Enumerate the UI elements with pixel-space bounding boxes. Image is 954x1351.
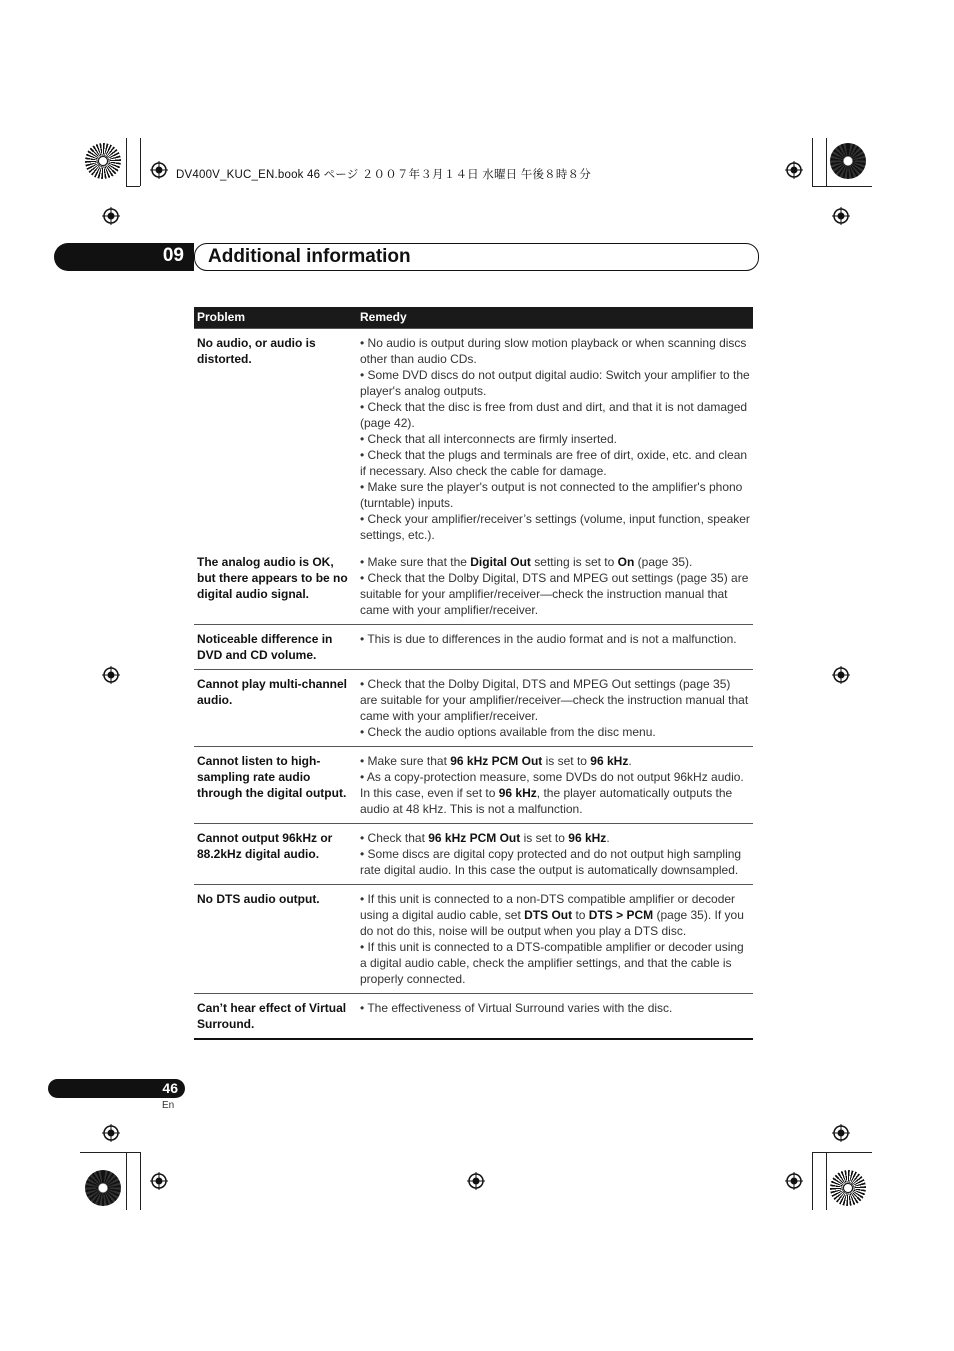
table-row	[194, 994, 753, 1040]
registration-mark-icon	[102, 1124, 120, 1142]
problem-cell: Noticeable difference in DVD and CD volume.	[194, 625, 357, 670]
crop-line	[812, 1152, 813, 1210]
remedy-text: • Check that the Dolby Digital, DTS and MPEG out settings (page 35) are suitable for your amplifier/receiver—check the instruction manual that came with your amplifier/receiver.	[360, 571, 749, 617]
problem-cell: Cannot play multi-channel audio.	[194, 670, 357, 747]
remedy-cell	[357, 625, 753, 670]
column-header-remedy: Remedy	[357, 307, 753, 329]
registration-mark-icon	[102, 207, 120, 225]
table-row	[194, 747, 753, 824]
remedy-text: (page 35). If you do not do this, noise will be output when you play a DTS disc.	[360, 908, 744, 938]
remedy-item	[360, 335, 750, 367]
remedy-text: • Check that	[360, 831, 429, 845]
language-code: En	[162, 1100, 175, 1111]
registration-mark-icon	[785, 161, 803, 179]
remedy-item	[360, 724, 750, 740]
remedy-item	[360, 676, 750, 724]
remedy-item	[360, 846, 750, 878]
table-row	[194, 670, 753, 747]
problem-cell: Cannot listen to high-sampling rate audio through the digital output.	[194, 747, 357, 824]
remedy-text: .	[628, 754, 632, 768]
registration-mark-icon	[467, 1172, 485, 1190]
remedy-text: is set to	[542, 754, 591, 768]
chapter-number: 09	[162, 245, 184, 266]
remedy-text: • Check the audio options available from the disc menu.	[360, 725, 656, 739]
crop-line	[126, 1152, 127, 1210]
registration-mark-icon	[150, 161, 168, 179]
remedy-item	[360, 431, 750, 447]
remedy-text: • If this unit is connected to a non-DTS compatible amplifier or decoder using a digital audio cable, set	[360, 892, 736, 922]
registration-mark-icon	[832, 207, 850, 225]
table-row	[194, 885, 753, 994]
remedy-text: • The effectiveness of Virtual Surround varies with the disc.	[360, 1001, 673, 1015]
sunburst-mark-bottom-right	[830, 1170, 866, 1206]
crop-line	[826, 1152, 827, 1210]
remedy-item	[360, 570, 750, 618]
remedy-text: • Make sure that	[360, 754, 451, 768]
setting-name: 96 kHz PCM Out	[428, 831, 521, 845]
chapter-number-badge	[54, 243, 194, 271]
remedy-text: , the player automatically outputs the audio at 48 kHz. This is not a malfunction.	[360, 786, 733, 816]
remedy-item	[360, 753, 750, 769]
crop-line	[812, 138, 813, 186]
remedy-text: • Check that the plugs and terminals are free of dirt, oxide, etc. and clean if necessary. Also check the cable for damage.	[360, 448, 748, 478]
remedy-text: • Check that the disc is free from dust and dirt, and that it is not damaged (page 42).	[360, 400, 748, 430]
column-header-problem: Problem	[194, 307, 357, 329]
setting-name: 96 kHz PCM Out	[450, 754, 543, 768]
setting-name: Digital Out	[470, 555, 531, 569]
chapter-title: Additional information	[208, 246, 411, 267]
remedy-text: • As a copy-protection measure, some DVDs do not output 96kHz audio. In this case, even if set to	[360, 770, 744, 800]
remedy-item	[360, 554, 750, 570]
page-number: 46	[162, 1080, 178, 1096]
crop-line	[140, 138, 141, 186]
remedy-text: • Make sure that the	[360, 555, 471, 569]
remedy-cell	[357, 549, 753, 625]
remedy-text: • Check that all interconnects are firmly inserted.	[360, 432, 617, 446]
problem-cell: No DTS audio output.	[194, 885, 357, 994]
print-mark-text: DV400V_KUC_EN.book 46 ページ ２００７年３月１４日 水曜日 午後８時８分	[176, 169, 591, 181]
table-row	[194, 625, 753, 670]
registration-mark-icon	[102, 666, 120, 684]
registration-mark-icon	[832, 1124, 850, 1142]
troubleshooting-table	[194, 307, 753, 1040]
remedy-item	[360, 1000, 750, 1016]
remedy-item	[360, 447, 750, 479]
problem-cell: The analog audio is OK, but there appears to be no digital audio signal.	[197, 555, 348, 601]
setting-name: DTS > PCM	[588, 908, 654, 922]
remedy-text: • This is due to differences in the audio format and is not a malfunction.	[360, 632, 737, 646]
remedy-text: .	[606, 831, 610, 845]
crop-line	[126, 138, 127, 186]
sunburst-mark-bottom-left	[85, 1170, 121, 1206]
remedy-text: (page 35).	[634, 555, 693, 569]
registration-mark-icon	[785, 1172, 803, 1190]
crop-line	[826, 138, 827, 186]
registration-mark-icon	[150, 1172, 168, 1190]
remedy-item	[360, 891, 750, 939]
remedy-item	[360, 631, 750, 647]
crop-line	[140, 1152, 141, 1210]
remedy-text: is set to	[520, 831, 569, 845]
remedy-cell	[357, 747, 753, 824]
registration-mark-icon	[832, 666, 850, 684]
remedy-text: • Some discs are digital copy protected and do not output high sampling rate digital audio. In this case the output is automatically downsampled.	[360, 847, 742, 877]
remedy-text: • Some DVD discs do not output digital audio: Switch your amplifier to the player's analog outputs.	[360, 368, 750, 398]
table-row	[194, 329, 753, 550]
table-header-row	[194, 307, 753, 329]
remedy-item	[360, 511, 750, 543]
crop-line	[812, 186, 872, 187]
remedy-cell	[357, 994, 753, 1040]
remedy-cell	[357, 329, 753, 550]
remedy-text: • Check that the Dolby Digital, DTS and MPEG Out settings (page 35) are suitable for your amplifier/receiver—check the instruction manual that came with your amplifier/receiver.	[360, 677, 749, 723]
remedy-item	[360, 367, 750, 399]
problem-cell: Can’t hear effect of Virtual Surround.	[194, 994, 357, 1040]
remedy-item	[360, 769, 750, 817]
remedy-item	[360, 939, 750, 987]
remedy-text: • No audio is output during slow motion playback or when scanning discs other than audio CDs.	[360, 336, 747, 366]
remedy-item	[360, 479, 750, 511]
sunburst-mark-top-left	[85, 143, 121, 179]
page-number-badge	[48, 1079, 185, 1098]
remedy-text: setting is set to	[530, 555, 618, 569]
setting-name: On	[617, 555, 635, 569]
table-row	[194, 824, 753, 885]
crop-line	[80, 1152, 140, 1153]
setting-name: DTS Out	[524, 908, 573, 922]
sunburst-mark-top-right	[830, 143, 866, 179]
setting-name: 96 kHz	[568, 831, 607, 845]
remedy-item	[360, 830, 750, 846]
remedy-text: • Check your amplifier/receiver’s settings (volume, input function, speaker settings, etc.).	[360, 512, 750, 542]
remedy-cell	[357, 824, 753, 885]
remedy-text: • If this unit is connected to a DTS-compatible amplifier or decoder using a digital audio cable, check the amplifier settings, and that the cable is properly connected.	[360, 940, 744, 986]
crop-line	[126, 186, 140, 187]
remedy-text: to	[572, 908, 589, 922]
setting-name: 96 kHz	[498, 786, 537, 800]
remedy-item	[360, 399, 750, 431]
problem-cell: Cannot output 96kHz or 88.2kHz digital audio.	[194, 824, 357, 885]
table-body	[194, 329, 753, 1040]
remedy-text: • Make sure the player's output is not connected to the amplifier's phono (turntable) inputs.	[360, 480, 743, 510]
problem-cell: No audio, or audio is distorted.	[194, 329, 357, 550]
remedy-cell	[357, 885, 753, 994]
crop-line	[812, 1152, 872, 1153]
setting-name: 96 kHz	[590, 754, 629, 768]
table-row	[194, 549, 753, 625]
remedy-cell	[357, 670, 753, 747]
